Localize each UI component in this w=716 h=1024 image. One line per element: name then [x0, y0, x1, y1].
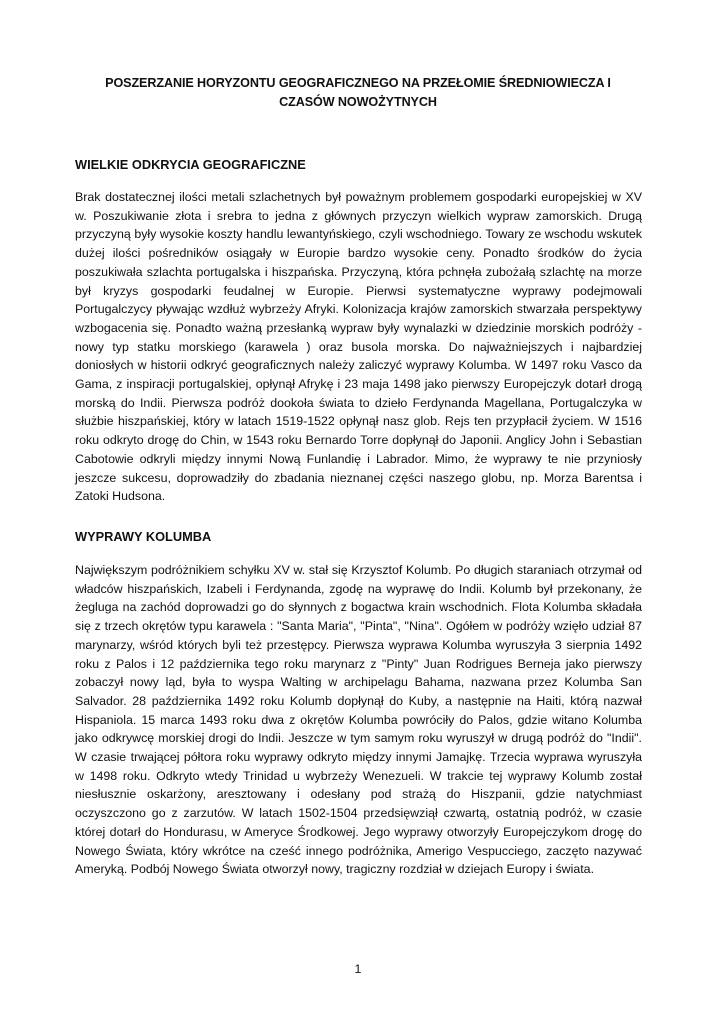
section-paragraph-great-discoveries: Brak dostatecznej ilości metali szlachetnych był poważnym problemem gospodarki europejskiej w XV w. Poszukiwanie złota i srebra to jedna z głównych przyczyn wielkich wypraw zamorskich. Drugą przyczyną były wysokie koszty handlu lewantyńskiego, czyli wschodniego. Towary ze wschodu wskutek dużej ilości pośredników osiągały w Europie bardzo wysokie ceny. Ponadto środków do życia poszukiwała szlachta portugalska i hiszpańska. Przyczyną, która pchnęła zubożałą szlachtę na morze był kryzys gospodarki feudalnej w Europie. Pierwsi systematyczne wyprawy podejmowali Portugalczycy pływając wzdłuż wybrzeży Afryki. Kolonizacja krajów zamorskich stwarzała perspektywy wzbogacenia się. Ponadto ważną przesłanką wypraw były wynalazki w dziedzinie morskich podróży - nowy typ statku morskiego (karawela ) oraz busola morska. Do najważniejszych i najbardziej doniosłych w historii odkryć geograficznych należy zaliczyć wyprawy Kolumba. W 1497 roku Vasco da Gama, z inspiracji portugalskiej, opłynął Afrykę i 23 maja 1498 jako pierwszy Europejczyk dotarł drogą morską do Indii. Pierwsza podróż dookoła świata to dzieło Ferdynanda Magellana, Portugalczyka w służbie hiszpańskiej, który w latach 1519-1522 opłynął nasz glob. Rejs ten przypłacił życiem. W 1516 roku odkryto drogę do Chin, w 1543 roku Bernardo Torre dopłynął do Japonii. Anglicy John i Sebastian Cabotowie odkryli między innymi Nową Funlandię i Labrador. Mimo, że wyprawy te nie przyniosły jeszcze sukcesu, doprowadziły do zbadania nieznanej części naszego globu, np. Morza Barentsa i Zatoki Hudsona. [75, 190, 642, 504]
document-title: POSZERZANIE HORYZONTU GEOGRAFICZNEGO NA PRZEŁOMIE ŚREDNIOWIECZA I CZASÓW NOWOŻYTNYCH [105, 76, 611, 109]
section-paragraph-columbus-voyages: Największym podróżnikiem schyłku XV w. stał się Krzysztof Kolumb. Po długich staraniach otrzymał od władców hiszpańskich, Izabeli i Ferdynanda, zgodę na wyprawę do Indii. Kolumb był przekonany, że żegluga na zachód doprowadzi go do słynnych z bogactwa krain wschodnich. Flota Kolumba składała się z trzech okrętów typu karawela : "Santa Maria", "Pinta", "Nina". Ogółem w podróży wzięło udział 87 marynarzy, wśród których byli też przestępcy. Pierwsza wyprawa Kolumba wyruszyła 3 sierpnia 1492 roku z Palos i 12 października tego roku marynarz z "Pinty" Juan Rodrigues Berneja jako pierwszy zobaczył nowy ląd, była to wyspa Walting w archipelagu Bahama, nazwana przez Kolumba San Salvador. 28 października 1492 roku Kolumb dopłynął do Kuby, a następnie na Haiti, którą nazwał Hispaniola. 15 marca 1493 roku dwa z okrętów Kolumba powróciły do Palos, gdzie witano Kolumba jako odkrywcę morskiej drogi do Indii. Jeszcze w tym samym roku wyruszył w drugą podróż do "Indii". W czasie trwającej półtora roku wyprawy odkryto między innymi Jamajkę. Trzecia wyprawa wyruszyła w 1498 roku. Odkryto wtedy Trinidad u wybrzeży Wenezueli. W trakcie tej wyprawy Kolumb został niesłusznie oskarżony, aresztowany i odesłany pod strażą do Hiszpanii, gdzie natychmiast oczyszczono go z zarzutów. W latach 1502-1504 przedsięwziął czwartą, ostatnią podróż, w czasie której dotarł do Hondurasu, w Ameryce Środkowej. Jego wyprawy otworzyły Europejczykom drogę do Nowego Świata, który wkrótce na cześć innego podróżnika, Amerigo Vespucciego, zaczęto nazywać Ameryką. Podbój Nowego Świata otworzył nowy, tragiczny rozdział w dziejach Europy i świata. [75, 563, 642, 877]
section-heading-great-discoveries: WIELKIE ODKRYCIA GEOGRAFICZNE [75, 157, 306, 172]
section-heading-columbus-voyages: WYPRAWY KOLUMBA [75, 529, 212, 544]
page-number: 1 [354, 962, 362, 976]
